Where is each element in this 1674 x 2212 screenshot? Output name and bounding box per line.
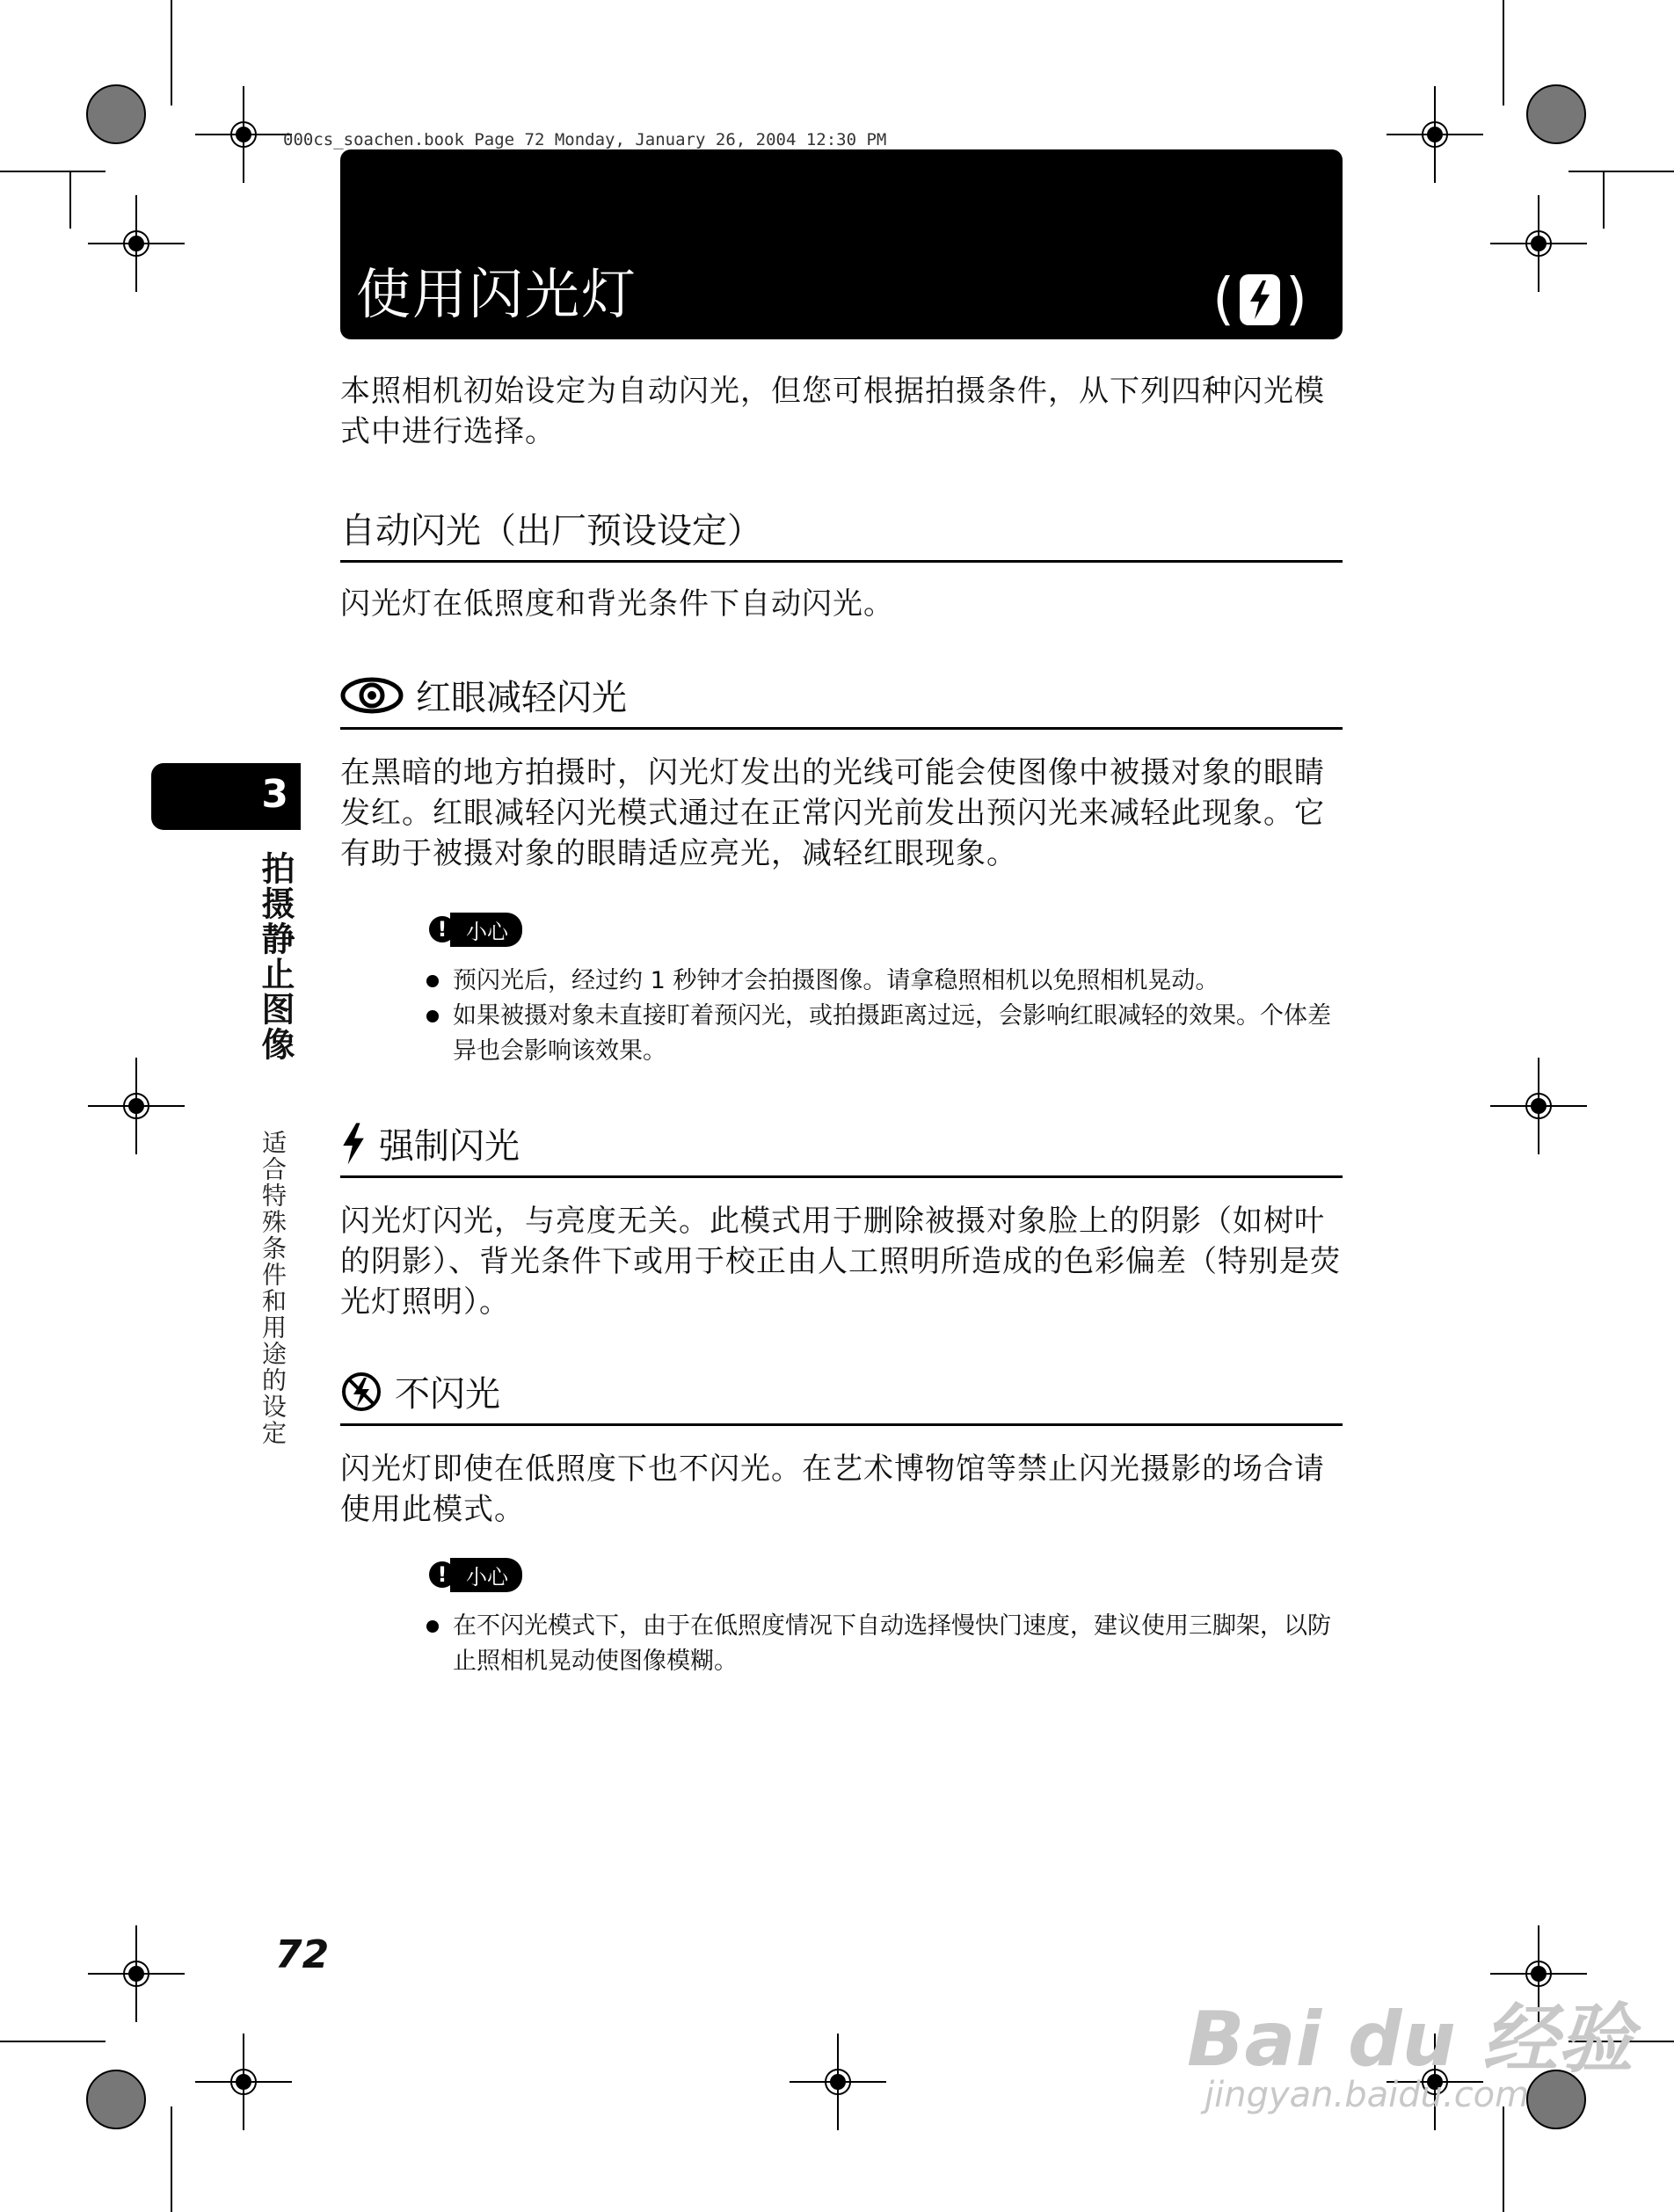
chapter-number: 3 [261, 772, 288, 817]
list-item: 如果被摄对象未直接盯着预闪光，或拍摄距离过远，会影响红眼减轻的效果。个体差异也会影响该效果。 [426, 999, 1343, 1069]
redeye-caution-list [426, 964, 1343, 1069]
list-item: 在不闪光模式下，由于在低照度情况下自动选择慢快门速度，建议使用三脚架，以防止照相机晃动使图像模糊。 [426, 1609, 1343, 1679]
list-item: 预闪光后，经过约 1 秒钟才会拍摄图像。请拿稳照相机以免照相机晃动。 [426, 964, 1343, 999]
print-header-line: 000cs_soachen.book Page 72 Monday, January 26, 2004 12:30 PM [283, 130, 887, 149]
caution-label: 小心 [450, 913, 522, 947]
section-off-body: 闪光灯即使在低照度下也不闪光。在艺术博物馆等禁止闪光摄影的场合请使用此模式。 [340, 1452, 1325, 1527]
section-redeye-title: 红眼减轻闪光 [416, 678, 627, 718]
page-number: 72 [275, 1932, 330, 1977]
caution-icon: ! [429, 916, 455, 942]
flash-auto-icon: ( ) [1212, 267, 1307, 332]
eye-icon [340, 677, 404, 714]
intro-text: 本照相机初始设定为自动闪光，但您可根据拍摄条件，从下列四种闪光模式中进行选择。 [340, 374, 1325, 449]
section-auto-body: 闪光灯在低照度和背光条件下自动闪光。 [340, 586, 894, 622]
section-redeye-body: 在黑暗的地方拍摄时，闪光灯发出的光线可能会使图像中被摄对象的眼睛发红。红眼减轻闪光模式通过在正常闪光前发出预闪光来减轻此现象。它有助于被摄对象的眼睛适应亮光，减轻红眼现象。 [340, 755, 1325, 871]
section-fill-title: 强制闪光 [379, 1126, 520, 1167]
chapter-title: 拍摄静止图像 [256, 851, 295, 1062]
watermark-logo: Bai du 经验 [1187, 1996, 1634, 2084]
section-fill-body: 闪光灯闪光，与亮度无关。此模式用于删除被摄对象脸上的阴影（如树叶的阴影）、背光条件下或用于校正由人工照明所造成的色彩偏差（特别是荧光灯照明）。 [340, 1204, 1341, 1320]
caution-icon: ! [429, 1561, 455, 1588]
off-caution-list [426, 1609, 1343, 1679]
title-bar [340, 149, 1343, 339]
section-sidebar-title: 适合特殊条件和用途的设定 [258, 1130, 287, 1446]
section-off-heading [340, 1366, 1343, 1426]
watermark-url: jingyan.baidu.com [1205, 2075, 1530, 2115]
flash-icon [340, 1123, 367, 1165]
section-redeye-heading [340, 670, 1343, 730]
flash-off-icon [340, 1371, 382, 1413]
section-off-title: 不闪光 [395, 1374, 500, 1415]
caution-label: 小心 [450, 1558, 522, 1592]
caution-badge [429, 1560, 522, 1590]
caution-badge [429, 914, 522, 944]
section-auto-title: 自动闪光（出厂预设设定） [340, 511, 762, 551]
section-auto-heading [340, 503, 1343, 563]
page-title: 使用闪光灯 [356, 262, 638, 326]
section-fill-heading [340, 1118, 1343, 1178]
chapter-tab [151, 763, 301, 830]
